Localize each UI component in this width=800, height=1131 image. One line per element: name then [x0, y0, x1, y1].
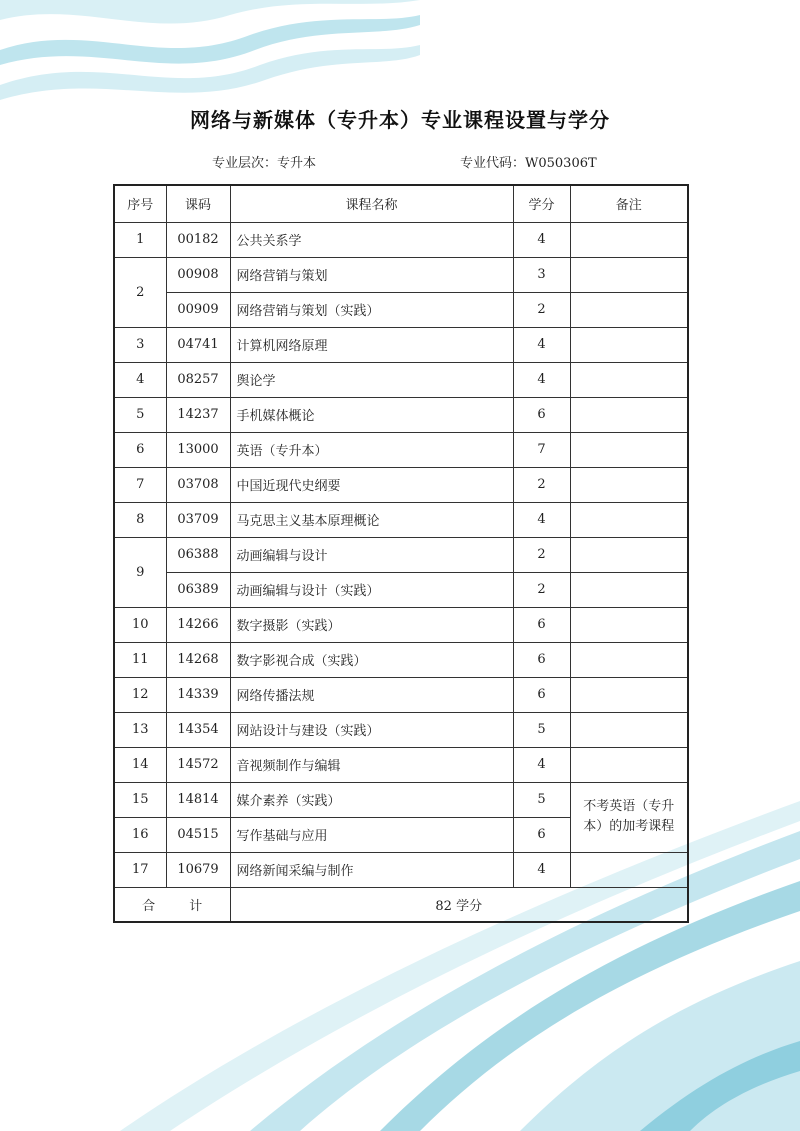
row-credit: 5	[513, 712, 570, 747]
header-credit: 学分	[513, 185, 570, 222]
table-row	[114, 642, 688, 677]
row-note	[570, 362, 688, 397]
row-code: 14266	[166, 607, 230, 642]
table-row	[114, 397, 688, 432]
row-credit: 4	[513, 502, 570, 537]
row-note	[570, 677, 688, 712]
row-note	[570, 467, 688, 502]
row-code: 14354	[166, 712, 230, 747]
total-label: 合 计	[114, 887, 230, 922]
row-seq: 12	[114, 677, 166, 712]
row-seq: 2	[114, 257, 166, 327]
row-note-extra-exam: 不考英语（专升本）的加考课程	[570, 782, 688, 852]
course-table	[113, 184, 689, 923]
row-name: 公共关系学	[230, 222, 513, 257]
row-credit: 4	[513, 327, 570, 362]
header-seq: 序号	[114, 185, 166, 222]
table-row	[114, 572, 688, 607]
row-code: 14814	[166, 782, 230, 817]
row-name: 计算机网络原理	[230, 327, 513, 362]
total-value: 82 学分	[230, 887, 688, 922]
table-row	[114, 502, 688, 537]
row-code: 03708	[166, 467, 230, 502]
row-code: 06388	[166, 537, 230, 572]
table-row	[114, 362, 688, 397]
row-name: 数字摄影（实践）	[230, 607, 513, 642]
row-note	[570, 222, 688, 257]
row-seq: 13	[114, 712, 166, 747]
row-code: 13000	[166, 432, 230, 467]
row-seq: 10	[114, 607, 166, 642]
row-seq: 15	[114, 782, 166, 817]
row-code: 00908	[166, 257, 230, 292]
table-row	[114, 292, 688, 327]
table-row	[114, 747, 688, 782]
row-seq: 17	[114, 852, 166, 887]
row-code: 10679	[166, 852, 230, 887]
row-note	[570, 257, 688, 292]
table-row	[114, 257, 688, 292]
row-name: 舆论学	[230, 362, 513, 397]
row-name: 中国近现代史纲要	[230, 467, 513, 502]
row-seq: 7	[114, 467, 166, 502]
row-name: 写作基础与应用	[230, 817, 513, 852]
row-code: 08257	[166, 362, 230, 397]
row-seq: 9	[114, 537, 166, 607]
total-row	[114, 887, 688, 922]
row-name: 手机媒体概论	[230, 397, 513, 432]
row-note	[570, 747, 688, 782]
header-note: 备注	[570, 185, 688, 222]
table-row	[114, 537, 688, 572]
row-code: 14237	[166, 397, 230, 432]
row-note	[570, 852, 688, 887]
row-name: 网络营销与策划（实践）	[230, 292, 513, 327]
row-credit: 2	[513, 572, 570, 607]
row-note	[570, 327, 688, 362]
row-seq: 5	[114, 397, 166, 432]
row-name: 英语（专升本）	[230, 432, 513, 467]
row-seq: 11	[114, 642, 166, 677]
row-seq: 14	[114, 747, 166, 782]
row-name: 动画编辑与设计	[230, 537, 513, 572]
row-note	[570, 537, 688, 572]
row-code: 14572	[166, 747, 230, 782]
row-name: 网络新闻采编与制作	[230, 852, 513, 887]
major-code: 专业代码：W050306T	[460, 156, 597, 171]
row-credit: 4	[513, 747, 570, 782]
row-note	[570, 432, 688, 467]
page-title: 网络与新媒体（专升本）专业课程设置与学分	[190, 108, 610, 132]
row-code: 14339	[166, 677, 230, 712]
row-name: 网站设计与建设（实践）	[230, 712, 513, 747]
row-seq: 1	[114, 222, 166, 257]
row-credit: 2	[513, 292, 570, 327]
row-credit: 6	[513, 817, 570, 852]
table-row	[114, 607, 688, 642]
row-code: 03709	[166, 502, 230, 537]
row-credit: 4	[513, 852, 570, 887]
table-row	[114, 327, 688, 362]
row-name: 媒介素养（实践）	[230, 782, 513, 817]
row-note	[570, 502, 688, 537]
header-name: 课程名称	[230, 185, 513, 222]
row-credit: 4	[513, 222, 570, 257]
row-code: 06389	[166, 572, 230, 607]
row-name: 网络传播法规	[230, 677, 513, 712]
row-credit: 6	[513, 677, 570, 712]
row-code: 00182	[166, 222, 230, 257]
decorative-wave-top	[0, 0, 420, 120]
table-row	[114, 712, 688, 747]
row-code: 04741	[166, 327, 230, 362]
header-code: 课码	[166, 185, 230, 222]
row-note	[570, 572, 688, 607]
row-seq: 16	[114, 817, 166, 852]
row-credit: 2	[513, 467, 570, 502]
row-seq: 3	[114, 327, 166, 362]
row-credit: 5	[513, 782, 570, 817]
row-credit: 4	[513, 362, 570, 397]
row-seq: 6	[114, 432, 166, 467]
table-row	[114, 222, 688, 257]
row-credit: 2	[513, 537, 570, 572]
table-row	[114, 432, 688, 467]
row-name: 网络营销与策划	[230, 257, 513, 292]
row-note	[570, 397, 688, 432]
row-seq: 4	[114, 362, 166, 397]
row-credit: 6	[513, 397, 570, 432]
row-credit: 6	[513, 642, 570, 677]
row-note	[570, 607, 688, 642]
table-row	[114, 677, 688, 712]
major-level: 专业层次：专升本	[212, 156, 317, 171]
row-credit: 6	[513, 607, 570, 642]
row-note	[570, 642, 688, 677]
table-row	[114, 467, 688, 502]
row-credit: 7	[513, 432, 570, 467]
row-code: 00909	[166, 292, 230, 327]
row-note	[570, 292, 688, 327]
row-credit: 3	[513, 257, 570, 292]
row-name: 动画编辑与设计（实践）	[230, 572, 513, 607]
row-code: 14268	[166, 642, 230, 677]
row-seq: 8	[114, 502, 166, 537]
table-row	[114, 782, 688, 817]
table-header-row	[114, 185, 688, 222]
row-note	[570, 712, 688, 747]
table-row	[114, 852, 688, 887]
row-name: 数字影视合成（实践）	[230, 642, 513, 677]
row-code: 04515	[166, 817, 230, 852]
row-name: 马克思主义基本原理概论	[230, 502, 513, 537]
row-name: 音视频制作与编辑	[230, 747, 513, 782]
